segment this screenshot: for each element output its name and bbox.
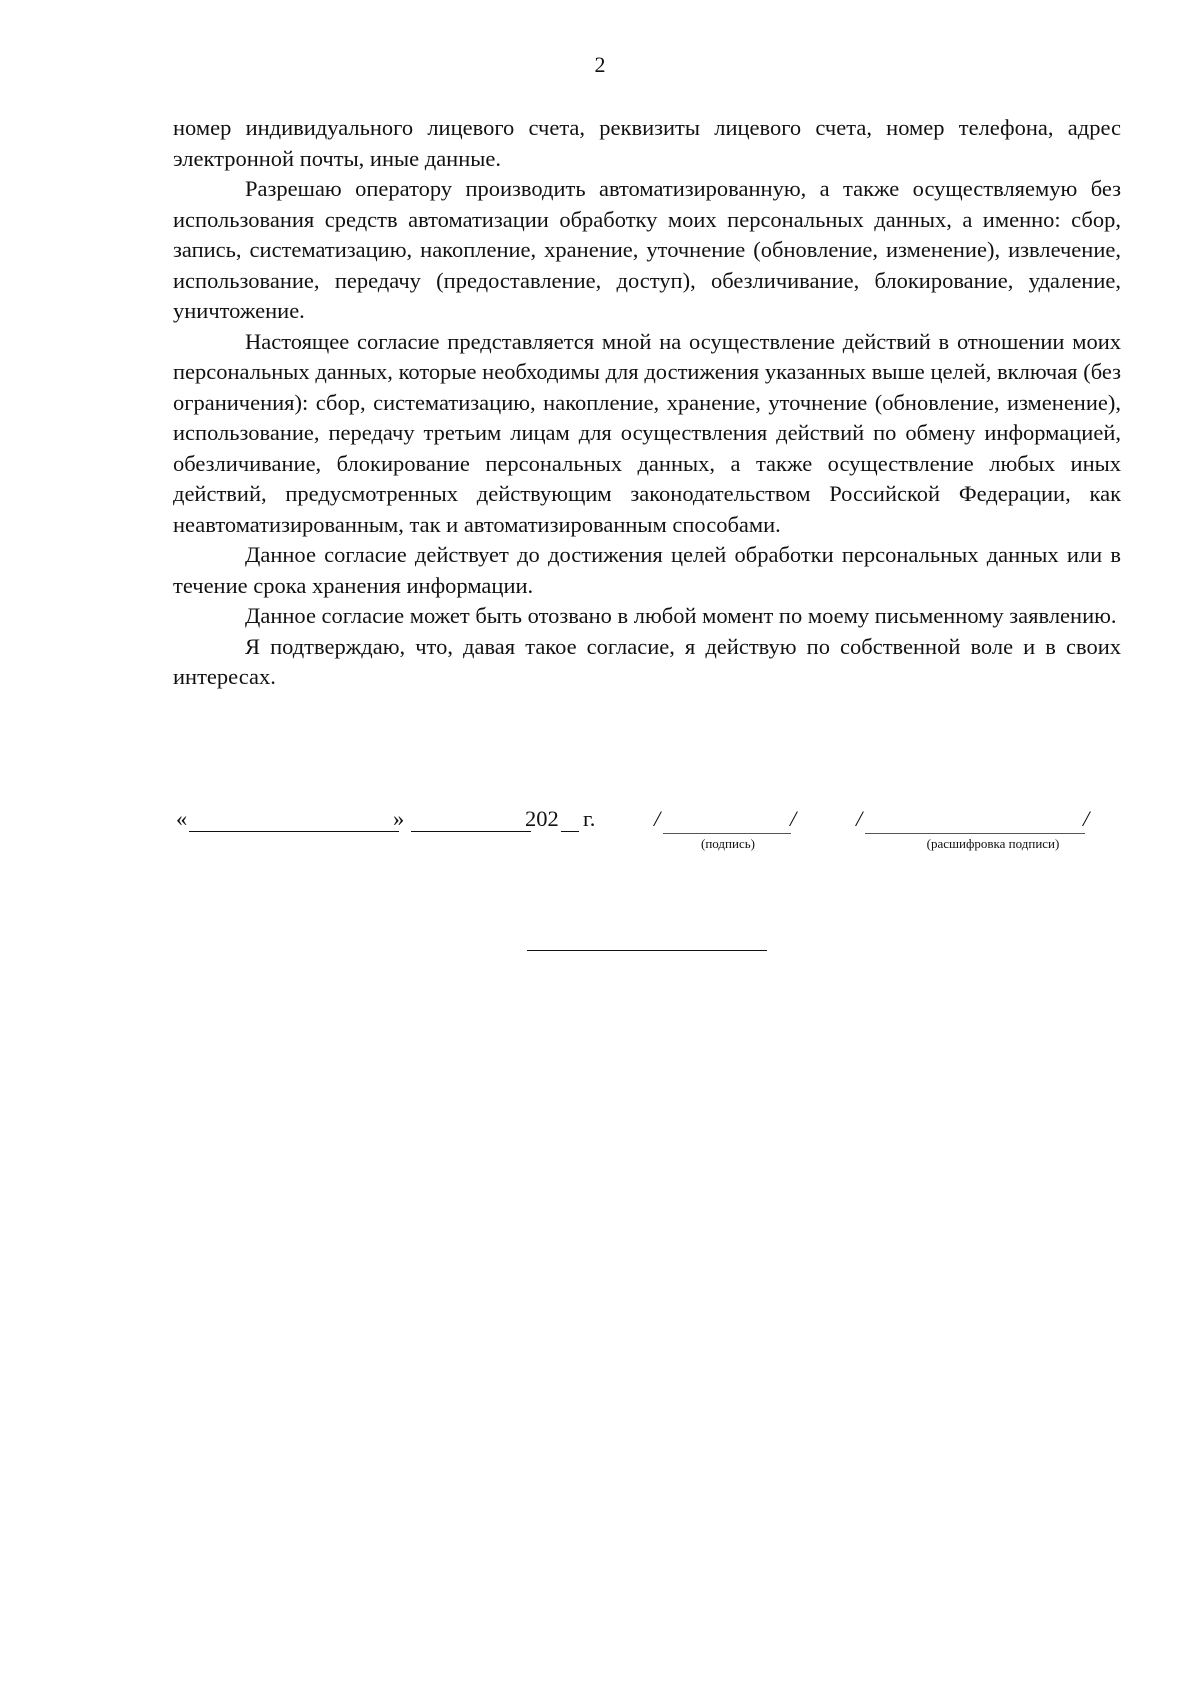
- paragraph-6: Я подтверждаю, что, давая такое согласие, я действую по собственной воле и в своих интересах.: [173, 633, 1121, 689]
- paragraph-2: Разрешаю оператору производить автоматизированную, а также осуществляемую без использования средств автоматизации обработку моих персональных данных, а именно: сбор, запись, систематизацию, накопление, хранение, уточнение (обновление, изменение), извлечение, использование, передачу (предоставление, доступ), обезличивание, блокирование, удаление, уничтожение.: [173, 176, 1121, 323]
- paragraph-5: Данное согласие может быть отозвано в любой момент по моему письменному заявлению.: [245, 603, 1117, 628]
- signature-slash-left: /: [654, 806, 661, 831]
- paragraph-3: Настоящее согласие представляется мной на осуществление действий в отношении моих персональных данных, которые необходимы для достижения указанных выше целей, включая (без ограничения): сбор, систематизацию, накопление, хранение, уточнение (обновление, изменение), использование, передачу третьим лицам для осуществления действий по обмену информацией, обезличивание, блокирование персональных данных, а также осуществление любых иных действий, предусмотренных действующим законодательством Российской Федерации, как неавтоматизированным, так и автоматизированным способами.: [173, 328, 1121, 537]
- date-day-blank[interactable]: [189, 831, 399, 832]
- signature-caption: (подпись): [701, 836, 755, 851]
- document-body: [173, 113, 1121, 693]
- signature-slash-right: /: [790, 806, 797, 831]
- signature-blank[interactable]: [663, 833, 791, 834]
- date-year-suffix: г.: [583, 806, 596, 831]
- decryption-slash-right: /: [1083, 806, 1090, 831]
- date-year-blank[interactable]: [561, 831, 579, 832]
- paragraph-4: Данное согласие действует до достижения целей обработки персональных данных или в течение срока хранения информации.: [173, 542, 1121, 598]
- page-number: 2: [594, 52, 606, 77]
- decryption-blank[interactable]: [865, 833, 1085, 834]
- date-month-blank[interactable]: [411, 831, 531, 832]
- date-quote-open: «: [176, 806, 188, 831]
- end-of-document-rule: [527, 950, 767, 951]
- date-year-prefix: 202: [525, 806, 559, 831]
- date-quote-close: »: [393, 806, 405, 831]
- paragraph-1: номер индивидуального лицевого счета, реквизиты лицевого счета, номер телефона, адрес электронной почты, иные данные.: [173, 115, 1121, 171]
- signature-block: [173, 806, 1121, 856]
- decryption-caption: (расшифровка подписи): [926, 836, 1060, 851]
- decryption-slash-left: /: [856, 806, 863, 831]
